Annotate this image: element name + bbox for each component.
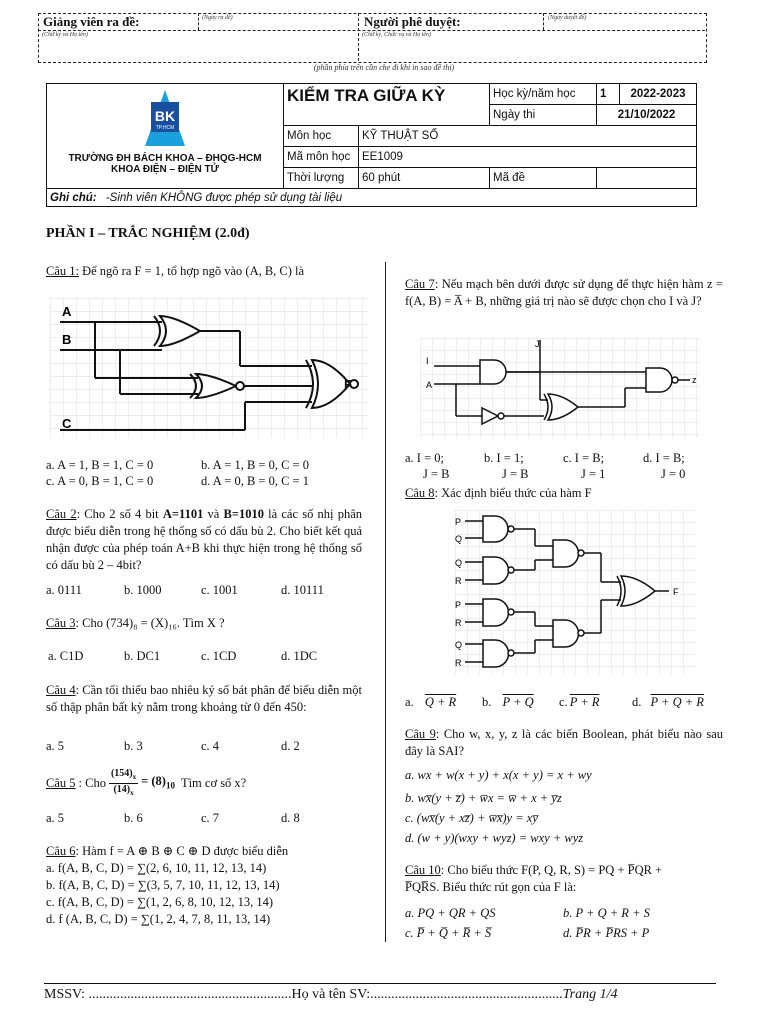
- q8-in-5: P: [455, 600, 462, 610]
- q7-sig-i: I: [426, 356, 429, 366]
- q1-input-c: C: [62, 416, 72, 431]
- q4-option-d: d. 2: [281, 739, 300, 753]
- q2-option-b: b. 1000: [124, 583, 162, 597]
- q9-option-c: c. (wx̅(y + xz̅) + w̅x̅)y = xy̅: [405, 811, 538, 825]
- q8-option-d: [632, 694, 704, 711]
- q7-text: : Nếu mạch bên dưới được sử dụng để thực hiện hàm z = f(A, B) = A̅ + B, những giá trị nào sẽ được chọn cho I và J?: [405, 277, 723, 308]
- subject-value: KỸ THUẬT SỐ: [359, 126, 697, 147]
- approval-divider-v3: [543, 13, 544, 30]
- year-value: 2022-2023: [620, 84, 697, 105]
- q7-b-line2: J = B: [502, 467, 529, 481]
- q7-sig-j: J: [535, 339, 540, 349]
- q8-d-expr: P + Q + R: [650, 695, 704, 709]
- q5-den-sub: x: [130, 789, 134, 797]
- q6-stem: [46, 843, 288, 860]
- lecturer-sign: (Chữ ký và Họ tên): [42, 32, 88, 38]
- q8-in-6: R: [455, 618, 462, 628]
- q2-b: B=1010: [223, 507, 264, 521]
- q8-a-expr: Q + R: [424, 695, 457, 709]
- school-name: TRƯỜNG ĐH BÁCH KHOA – ĐHQG-HCM: [68, 153, 262, 164]
- q5-option-c: c. 7: [201, 811, 220, 825]
- q10-option-b: b. P + Q + R + S: [563, 906, 650, 920]
- q8-out: F: [673, 587, 679, 597]
- q6-option-c: c. f(A, B, C, D) = ∑(1, 2, 6, 8, 10, 12, 13, 14): [46, 895, 274, 909]
- q5-option-d: d. 8: [281, 811, 300, 825]
- q3-label: Câu 3: [46, 616, 76, 630]
- q6-text: : Hàm f = A ⊕ B ⊕ C ⊕ D được biểu diễn: [75, 844, 289, 858]
- q8-circuit: [455, 510, 695, 675]
- q7-stem: [405, 276, 723, 310]
- q6-option-a: a. f(A, B, C, D) = ∑(2, 6, 10, 11, 12, 13, 14): [46, 861, 267, 875]
- q1-input-b: B: [62, 332, 72, 347]
- q6-label: Câu 6: [46, 844, 76, 858]
- exam-header-table: [46, 83, 697, 207]
- q10-stem: [405, 862, 723, 896]
- q7-b-line1: b. I = 1;: [484, 451, 524, 465]
- code-value: EE1009: [359, 147, 697, 168]
- note-label: Ghi chú:: [50, 191, 97, 204]
- approver-sign: (Chữ ký, Chức vụ và Họ tên): [362, 32, 432, 38]
- q8-option-b: [482, 694, 534, 711]
- q2-option-d: d. 10111: [281, 583, 324, 597]
- q5-num-sub: x: [132, 773, 137, 781]
- approval-divider-h: [38, 30, 705, 31]
- semester-label: Học kỳ/năm học: [490, 84, 597, 105]
- q7-c-line2: J = 1: [581, 467, 606, 481]
- approval-note: (phần phía trên cần che đi khi in sao đề thi): [313, 63, 455, 72]
- lecturer-label: Giảng viên ra đề:: [43, 14, 140, 29]
- student-name-field: Họ và tên SV:.......................................................: [291, 987, 563, 1002]
- q8-option-c: [559, 694, 599, 711]
- q1-circuit: [50, 298, 368, 438]
- q10-text-2: P̅QR̅S. Biểu thức rút gọn của F là:: [405, 880, 577, 894]
- q10-label: Câu 10: [405, 863, 441, 877]
- q9-option-d: d. (w + y)(wxy + wyz) = wxy + wyz: [405, 831, 584, 845]
- q8-in-7: Q: [455, 640, 463, 650]
- q2-text-2: và: [203, 507, 224, 521]
- q8-d-label: d.: [632, 695, 642, 709]
- school-cell: [47, 84, 284, 189]
- q7-a-line2: J = B: [423, 467, 450, 481]
- q8-text: : Xác định biểu thức của hàm F: [434, 486, 592, 500]
- q1-stem: [46, 263, 304, 280]
- q3-option-d: d. 1DC: [281, 649, 318, 663]
- q5-label: Câu 5: [46, 776, 76, 790]
- q9-option-a: a. wx + w(x + y) + x(x + y) = x + wy: [405, 768, 592, 782]
- mssv-field: MSSV: ..........................................................: [44, 987, 292, 1002]
- q7-d-line2: J = 0: [661, 467, 686, 481]
- q9-label: Câu 9: [405, 727, 436, 741]
- q7-sig-a: A: [426, 380, 433, 390]
- approver-date: (Ngày duyệt đề): [548, 15, 587, 21]
- footer-line: [44, 987, 716, 1003]
- footer-rule: [44, 983, 716, 984]
- q6-option-b: b. f(A, B, C, D) = ∑(3, 5, 7, 10, 11, 12, 13, 14): [46, 878, 280, 892]
- q8-in-2: Q: [455, 534, 463, 544]
- q10-text-1: : Cho biểu thức F(P, Q, R, S) = PQ + P̅QR +: [440, 863, 663, 877]
- q8-label: Câu 8: [405, 486, 435, 500]
- q8-in-3: Q: [455, 558, 463, 568]
- approval-divider-v: [358, 13, 359, 61]
- q5-pre: : Cho: [78, 776, 106, 790]
- bk-logo-icon: [143, 88, 187, 148]
- q8-in-8: R: [455, 658, 462, 668]
- semester-value: 1: [597, 84, 620, 105]
- subject-label: Môn học: [284, 126, 359, 147]
- q9-option-b: b. wx̅(y + z̅) + w̅x = w̅ + x + y̅z: [405, 791, 562, 805]
- q2-text-3: là các số nhị phân được biểu diễn trong hệ thống số có dấu bù 2. Cho biết kết quả nhận được của phép toán A+B khi thực hiện trong hệ thống số có dấu bù 2 – 4bit?: [46, 507, 362, 572]
- q7-circuit: [420, 338, 700, 438]
- q7-d-line1: d. I = B;: [643, 451, 685, 465]
- q5-rhs-sub: 10: [165, 780, 175, 791]
- duration-value: 60 phút: [359, 168, 490, 189]
- q1-option-d: d. A = 0, B = 0, C = 1: [201, 474, 309, 488]
- page-number: Trang 1/4: [562, 987, 618, 1002]
- q3-stem: [46, 615, 225, 632]
- q1-input-a: A: [62, 304, 72, 319]
- date-value: 21/10/2022: [597, 105, 697, 126]
- note-row: [47, 189, 697, 207]
- q1-option-c: c. A = 0, B = 1, C = 0: [46, 474, 154, 488]
- q8-c-expr: P + R: [569, 695, 600, 709]
- logo-text: BK: [154, 108, 176, 124]
- code-label: Mã môn học: [284, 147, 359, 168]
- q5-den: (14): [113, 784, 131, 795]
- q4-text: : Cần tối thiểu bao nhiêu ký số bát phân để biểu diễn một số thập phân bất kỳ nằm trong khoảng từ 0 đến 450:: [46, 683, 363, 714]
- q2-option-c: c. 1001: [201, 583, 238, 597]
- q8-a-label: a.: [405, 695, 414, 709]
- q5-rhs: = (8): [141, 773, 166, 788]
- q5-stem: [46, 768, 246, 799]
- q3-option-a: a. C1D: [48, 649, 84, 663]
- q5-post: Tìm cơ số x?: [180, 776, 247, 790]
- q8-b-expr: P + Q: [502, 695, 534, 709]
- q6-option-d: d. f (A, B, C, D) = ∑(1, 2, 4, 7, 8, 11, 13, 14): [46, 912, 271, 926]
- exam-code-label: Mã đề: [490, 168, 597, 189]
- q8-option-a: [405, 694, 456, 711]
- lecturer-date: (Ngày ra đề): [202, 15, 233, 21]
- q5-num: (154): [110, 768, 133, 779]
- note-text: -Sinh viên KHÔNG được phép sử dụng tài liệu: [105, 191, 343, 204]
- q4-stem: [46, 682, 362, 716]
- approval-divider-v2: [198, 13, 199, 30]
- q3-text: : Cho (734)₈ = (X)₁₆. Tìm X ?: [75, 616, 225, 630]
- q10-option-a: a. PQ + QR + QS: [405, 906, 496, 920]
- q2-stem: [46, 506, 362, 574]
- q9-stem: [405, 726, 723, 760]
- q7-a-line1: a. I = 0;: [405, 451, 444, 465]
- q4-option-c: c. 4: [201, 739, 220, 753]
- q8-b-label: b.: [482, 695, 492, 709]
- q4-label: Câu 4: [46, 683, 76, 697]
- q2-label: Câu 2: [46, 507, 77, 521]
- q2-a: A=1101: [162, 507, 204, 521]
- logo-sub: TP.HCM: [155, 125, 175, 131]
- exam-code-value: [597, 168, 697, 189]
- q8-in-4: R: [455, 576, 462, 586]
- q1-label: Câu 1:: [46, 264, 79, 278]
- q2-option-a: a. 0111: [46, 583, 82, 597]
- date-label: Ngày thi: [490, 105, 597, 126]
- q5-option-b: b. 6: [124, 811, 143, 825]
- q8-stem: [405, 485, 592, 502]
- q5-fraction: [109, 768, 138, 799]
- q3-option-b: b. DC1: [124, 649, 161, 663]
- q2-text-1: : Cho 2 số 4 bit: [76, 507, 163, 521]
- duration-label: Thời lượng: [284, 168, 359, 189]
- faculty-name: KHOA ĐIỆN – ĐIỆN TỬ: [111, 164, 219, 175]
- q7-option-d: [643, 450, 685, 482]
- q7-sig-z: z: [692, 375, 697, 385]
- approver-label: Người phê duyệt:: [364, 14, 461, 29]
- q3-option-c: c. 1CD: [201, 649, 237, 663]
- q8-c-label: c.: [559, 695, 568, 709]
- q7-c-line1: c. I = B;: [563, 451, 605, 465]
- q5-option-a: a. 5: [46, 811, 65, 825]
- q4-option-a: a. 5: [46, 739, 65, 753]
- q7-label: Câu 7: [405, 277, 435, 291]
- section-title: PHẦN I – TRẮC NGHIỆM (2.0đ): [46, 226, 250, 241]
- q10-option-c: c. P̅ + Q̅ + R̅ + S̅: [405, 926, 492, 940]
- q4-option-b: b. 3: [124, 739, 143, 753]
- q1-text: Để ngõ ra F = 1, tổ hợp ngõ vào (A, B, C) là: [82, 264, 305, 278]
- q7-option-c: [563, 450, 605, 482]
- q9-text: : Cho w, x, y, z là các biến Boolean, phát biểu nào sau đây là SAI?: [405, 727, 724, 758]
- q1-output: F: [344, 377, 352, 392]
- q8-in-1: P: [455, 517, 462, 527]
- q7-option-b: [484, 450, 529, 482]
- q1-option-b: b. A = 1, B = 0, C = 0: [201, 458, 309, 472]
- q7-option-a: [405, 450, 450, 482]
- column-divider: [385, 262, 386, 942]
- exam-title: KIỂM TRA GIỮA KỲ: [284, 84, 490, 126]
- q1-option-a: a. A = 1, B = 1, C = 0: [46, 458, 154, 472]
- q10-option-d: d. P̅R + P̅RS + P: [563, 926, 650, 940]
